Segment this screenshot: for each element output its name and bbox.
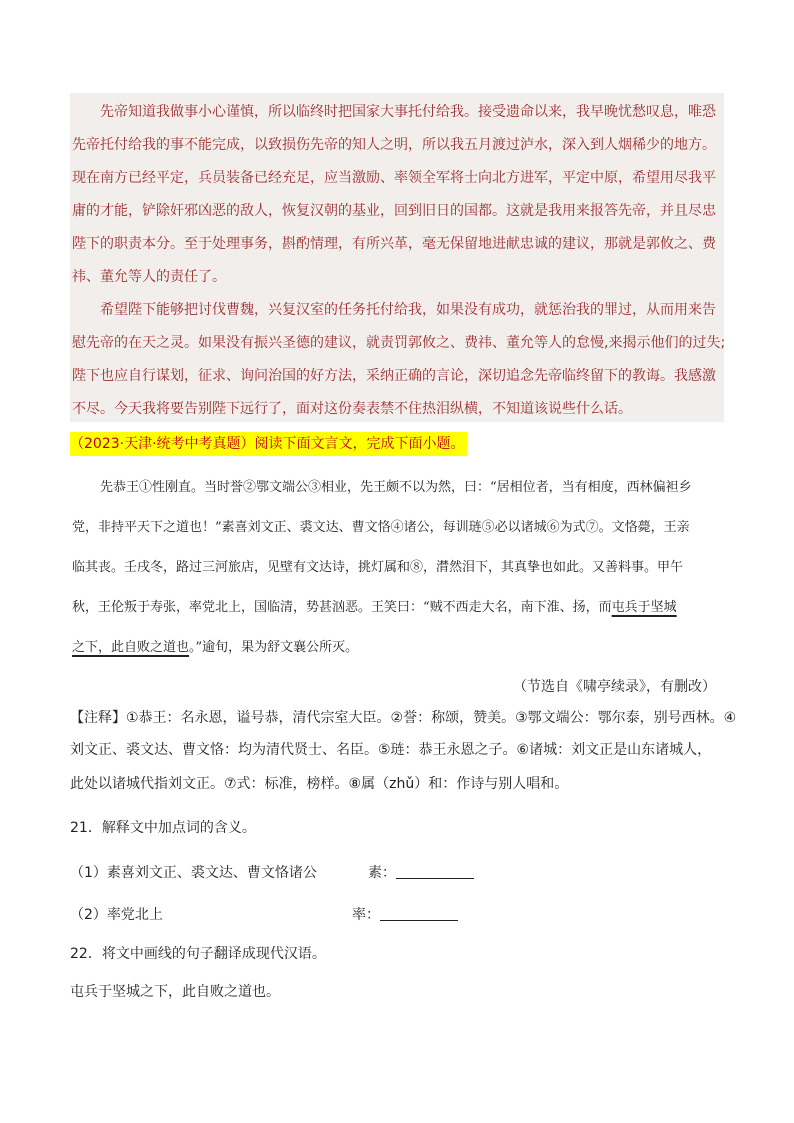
underlined-sentence: 之下，此自败之道也 <box>72 640 190 655</box>
question-21-item-2: （2）率党北上 <box>70 907 163 923</box>
translation-line: 庸的才能，铲除奸邪凶恶的敌人，恢复汉朝的基业，回到旧日的国都。这就是我用来报答先帝，并且尽忠 <box>72 203 716 219</box>
notes-line: 刘文正、裘文达、曹文恪：均为清代贤士、名臣。⑤琏：恭王永恩之子。⑥诸城：刘文正是山东诸城人， <box>70 742 712 758</box>
notes-line: 此处以诸城代指刘文正。⑦式：标准，榜样。⑧属（zhǔ）和：作诗与别人唱和。 <box>70 776 569 792</box>
answer-blank[interactable] <box>396 866 474 879</box>
translation-line: 陛下也应自行谋划，征求、询问治国的好方法，采纳正确的言论，深切追念先帝临终留下的教诲。我感激 <box>72 368 716 384</box>
translation-line: 希望陛下能够把讨伐曹魏，兴复汉室的任务托付给我，如果没有成功，就惩治我的罪过，从而用来告 <box>100 302 716 318</box>
classical-text: 秋，王伦叛于寿张，率党北上，国临清，势甚汹恶。王笑曰：“贼不西走大名，南下淮、扬，而 <box>72 600 612 615</box>
classical-line: 党，非持平天下之道也！”素喜刘文正、裘文达、曹文恪④诸公，每训琏⑤必以诸城⑥为式⑦。文恪薨，王亲 <box>72 520 690 535</box>
classical-line <box>72 640 358 656</box>
answer-field-2[interactable] <box>352 904 458 924</box>
question-21-title: 21．解释文中加点词的含义。 <box>70 820 256 836</box>
answer-field-1[interactable] <box>368 862 474 882</box>
translation-line: 陛下的职责本分。至于处理事务，斟酌情理，有所兴革，毫无保留地进献忠诚的建议，那就是郭攸之、费 <box>72 236 716 252</box>
translation-line: 祎、董允等人的责任了。 <box>72 269 226 285</box>
translation-line: 不尽。今天我将要告别陛下远行了，面对这份奏表禁不住热泪纵横，不知道该说些什么话。 <box>72 401 632 417</box>
answer-label: 素： <box>368 865 396 881</box>
translation-line: 先帝托付给我的事不能完成，以致损伤先帝的知人之明，所以我五月渡过泸水，深入到人烟稀少的地方。 <box>72 137 716 153</box>
translation-line: 慰先帝的在天之灵。如果没有振兴圣德的建议，就责罚郭攸之、费祎、董允等人的怠慢,来揭示他们的过失; <box>72 335 726 351</box>
classical-line: 临其丧。壬戌冬，路过三河旅店，见壁有文达诗，挑灯属和⑧，潸然泪下，其真挚也如此。又善料事。甲午 <box>72 560 684 575</box>
source-heading: （2023·天津·统考中考真题）阅读下面文言文，完成下面小题。 <box>70 432 467 456</box>
question-21-item-1: （1）素喜刘文正、裘文达、曹文恪诸公 <box>70 865 317 881</box>
notes-line: 【注释】①恭王：名永恩，谥号恭，清代宗室大臣。②誉：称颂，赞美。③鄂文端公：鄂尔泰，别号西林。④ <box>70 710 737 726</box>
translation-line: 先帝知道我做事小心谨慎，所以临终时把国家大事托付给我。接受遗命以来，我早晚忧愁叹息，唯恐 <box>100 104 716 120</box>
question-22-title: 22．将文中画线的句子翻译成现代汉语。 <box>70 946 326 962</box>
answer-label: 率： <box>352 907 380 923</box>
classical-line: 先恭王①性刚直。当时誉②鄂文端公③相业，先王颇不以为然，曰：“居相位者，当有相度，西林偏袒乡 <box>100 480 692 495</box>
underlined-sentence: 屯兵于坚城 <box>611 600 677 615</box>
translation-line: 现在南方已经平定，兵员装备已经充足，应当激励、率领全军将士向北方进军，平定中原，希望用尽我平 <box>72 170 716 186</box>
answer-blank[interactable] <box>380 908 458 921</box>
classical-text: 。”逾旬，果为舒文襄公所灭。 <box>189 640 359 655</box>
classical-line <box>72 600 677 616</box>
question-22-sentence: 屯兵于坚城之下，此自败之道也。 <box>70 984 280 1000</box>
excerpt-source: （节选自《啸亭续录》，有删改） <box>513 679 716 695</box>
